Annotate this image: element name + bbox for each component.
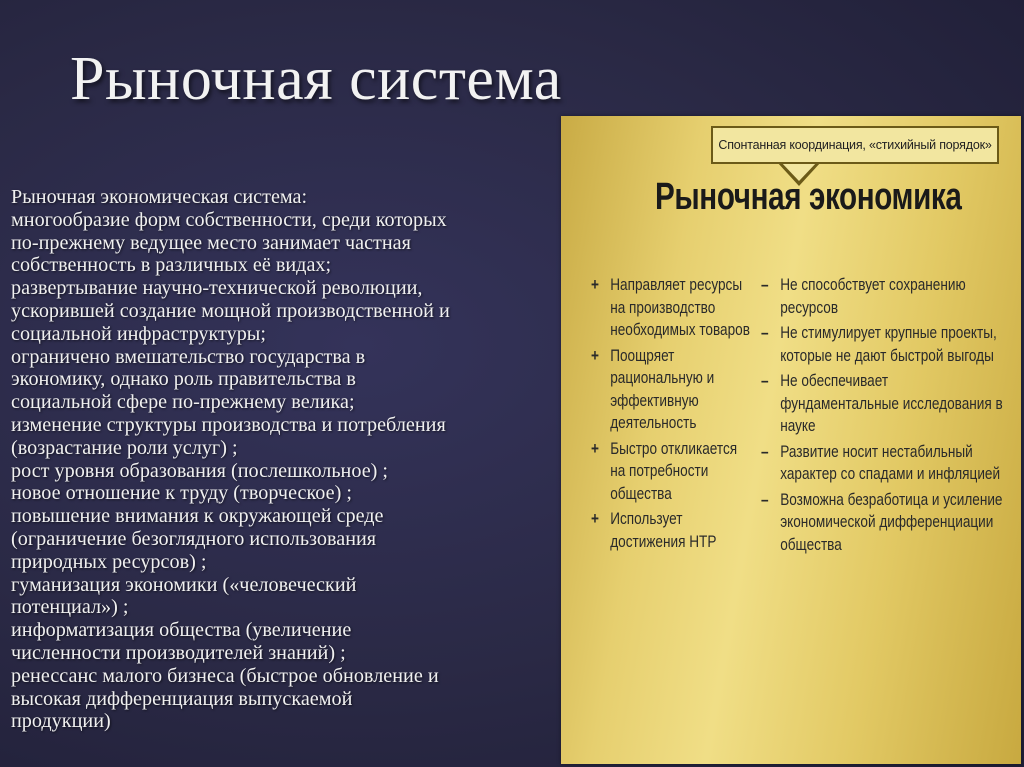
body-line: развертывание научно-технической революции, bbox=[11, 277, 423, 300]
con-text: Не стимулирует крупные проекты, которые не дают быстрой выгоды bbox=[780, 323, 997, 365]
body-line: высокая дифференциация выпускаемой bbox=[11, 687, 353, 710]
market-economy-infographic bbox=[561, 116, 1021, 764]
body-line: гуманизация экономики («человеческий bbox=[11, 573, 357, 596]
slide-title: Рыночная система bbox=[70, 45, 562, 113]
con-text: Возможна безработица и усиление экономической дифференциации общества bbox=[780, 489, 1003, 554]
con-text: Не обеспечивает фундаментальные исследования в науке bbox=[780, 371, 1003, 435]
body-line: (возрастание роли услуг) ; bbox=[11, 436, 238, 459]
pro-text: Направляет ресурсы на производство необходимых товаров bbox=[610, 275, 750, 339]
body-line: продукции) bbox=[11, 710, 111, 733]
plus-icon: + bbox=[591, 345, 599, 365]
body-line: Рыночная экономическая система: bbox=[11, 186, 308, 208]
body-line: по-прежнему ведущее место занимает частная bbox=[11, 231, 411, 254]
body-line: новое отношение к труду (творческое) ; bbox=[11, 482, 352, 505]
body-line: многообразие форм собственности, среди которых bbox=[11, 208, 447, 231]
minus-icon: – bbox=[761, 489, 769, 509]
callout-box: Спонтанная координация, «стихийный порядок» bbox=[711, 126, 999, 164]
plus-icon: + bbox=[591, 438, 599, 458]
minus-icon: – bbox=[761, 323, 769, 342]
body-line: ускорившей создание мощной производственной и bbox=[11, 299, 450, 322]
pro-text: Использует достижения НТР bbox=[610, 509, 717, 551]
pro-item bbox=[591, 345, 783, 435]
body-line: повышение внимания к окружающей среде bbox=[11, 505, 384, 528]
pro-item bbox=[591, 438, 783, 506]
body-line: численности производителей знаний) ; bbox=[11, 641, 346, 664]
infographic-heading: Рыночная экономика bbox=[655, 176, 962, 218]
body-line: природных ресурсов) ; bbox=[11, 550, 207, 573]
body-line: собственность в различных её видах; bbox=[11, 254, 332, 277]
con-text: Развитие носит нестабильный характер со спадами и инфляцией bbox=[780, 441, 1001, 483]
pro-item bbox=[591, 274, 783, 342]
body-line: экономику, однако роль правительства в bbox=[11, 368, 356, 391]
minus-icon: – bbox=[761, 371, 769, 390]
con-item bbox=[761, 489, 1017, 557]
body-line: ренессанс малого бизнеса (быстрое обновление и bbox=[11, 664, 439, 687]
body-text bbox=[11, 186, 591, 733]
pros-list bbox=[591, 274, 783, 556]
body-line: (ограничение безоглядного использования bbox=[11, 527, 377, 550]
body-line: потенциал») ; bbox=[11, 596, 129, 619]
pro-text: Быстро откликается на потребности общества bbox=[610, 438, 738, 503]
body-line: информатизация общества (увеличение bbox=[11, 619, 352, 642]
con-item bbox=[761, 322, 1017, 367]
plus-icon: + bbox=[591, 275, 599, 294]
body-line: изменение структуры производства и потребления bbox=[11, 413, 446, 436]
con-item bbox=[761, 370, 1017, 438]
cons-list bbox=[761, 274, 1017, 559]
minus-icon: – bbox=[761, 441, 769, 461]
con-item bbox=[761, 274, 1017, 319]
body-line: социальной инфраструктуры; bbox=[11, 322, 266, 345]
pro-item bbox=[591, 508, 783, 553]
con-item bbox=[761, 441, 1017, 486]
body-line: социальной сфере по-прежнему велика; bbox=[11, 391, 355, 414]
minus-icon: – bbox=[761, 275, 769, 294]
body-line: ограничено вмешательство государства в bbox=[11, 345, 366, 368]
pro-text: Поощряет рациональную и эффективную деятельность bbox=[610, 345, 715, 432]
body-line: рост уровня образования (послешкольное) ; bbox=[11, 459, 389, 482]
plus-icon: + bbox=[591, 509, 599, 528]
con-text: Не способствует сохранению ресурсов bbox=[780, 275, 966, 317]
